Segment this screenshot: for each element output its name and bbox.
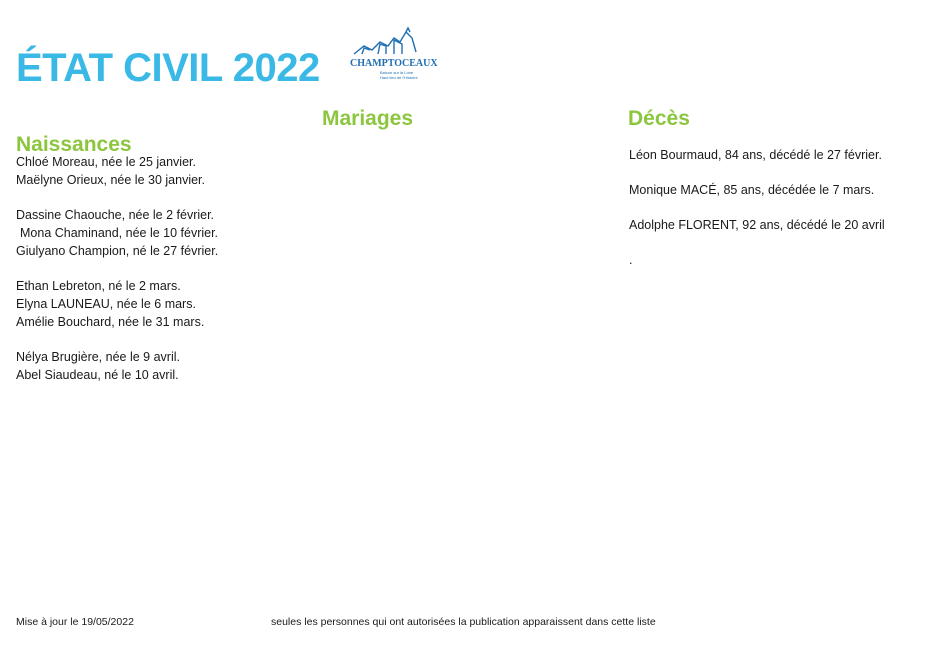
publication-notice: seules les personnes qui ont autorisées la publication apparaissent dans cette liste bbox=[271, 616, 656, 628]
birth-entry: Nélya Brugière, née le 9 avril. bbox=[16, 350, 180, 364]
birth-entry: Giulyano Champion, né le 27 février. bbox=[16, 244, 219, 258]
logo-lines bbox=[354, 28, 416, 54]
logo-tagline-2: Haut lieu de l'Histoire bbox=[380, 75, 418, 80]
champtoceaux-logo bbox=[350, 24, 438, 82]
death-entry: Monique MACÉ, 85 ans, décédée le 7 mars. bbox=[629, 183, 875, 197]
death-entry: Léon Bourmaud, 84 ans, décédé le 27 février. bbox=[629, 148, 882, 162]
birth-entry: Abel Siaudeau, né le 10 avril. bbox=[16, 368, 179, 382]
marriages-heading: Mariages bbox=[322, 107, 414, 130]
birth-entry: Mona Chaminand, née le 10 février. bbox=[20, 226, 219, 240]
update-date: Mise à jour le 19/05/2022 bbox=[16, 616, 134, 628]
page-title: ÉTAT CIVIL 2022 bbox=[16, 46, 320, 90]
deaths-heading: Décès bbox=[628, 107, 690, 130]
birth-entry: Maëlyne Orieux, née le 30 janvier. bbox=[16, 173, 205, 187]
births-list bbox=[16, 153, 218, 384]
champtoceaux-logo-graphic bbox=[350, 24, 438, 82]
birth-entry: Dassine Chaouche, née le 2 février. bbox=[16, 208, 215, 222]
birth-entry: Chloé Moreau, née le 25 janvier. bbox=[16, 155, 196, 169]
birth-entry: Ethan Lebreton, né le 2 mars. bbox=[16, 279, 181, 293]
birth-entry: Amélie Bouchard, née le 31 mars. bbox=[16, 315, 205, 329]
death-entry: Adolphe FLORENT, 92 ans, décédé le 20 avril bbox=[629, 218, 885, 232]
death-entry: . bbox=[629, 253, 633, 267]
births-heading: Naissances bbox=[16, 133, 132, 156]
birth-entry: Elyna LAUNEAU, née le 6 mars. bbox=[16, 297, 196, 311]
deaths-list bbox=[629, 146, 885, 269]
logo-tagline-1: Balcon sur la Loire bbox=[380, 70, 414, 75]
logo-name-text: CHAMPTOCEAUX bbox=[350, 58, 438, 69]
